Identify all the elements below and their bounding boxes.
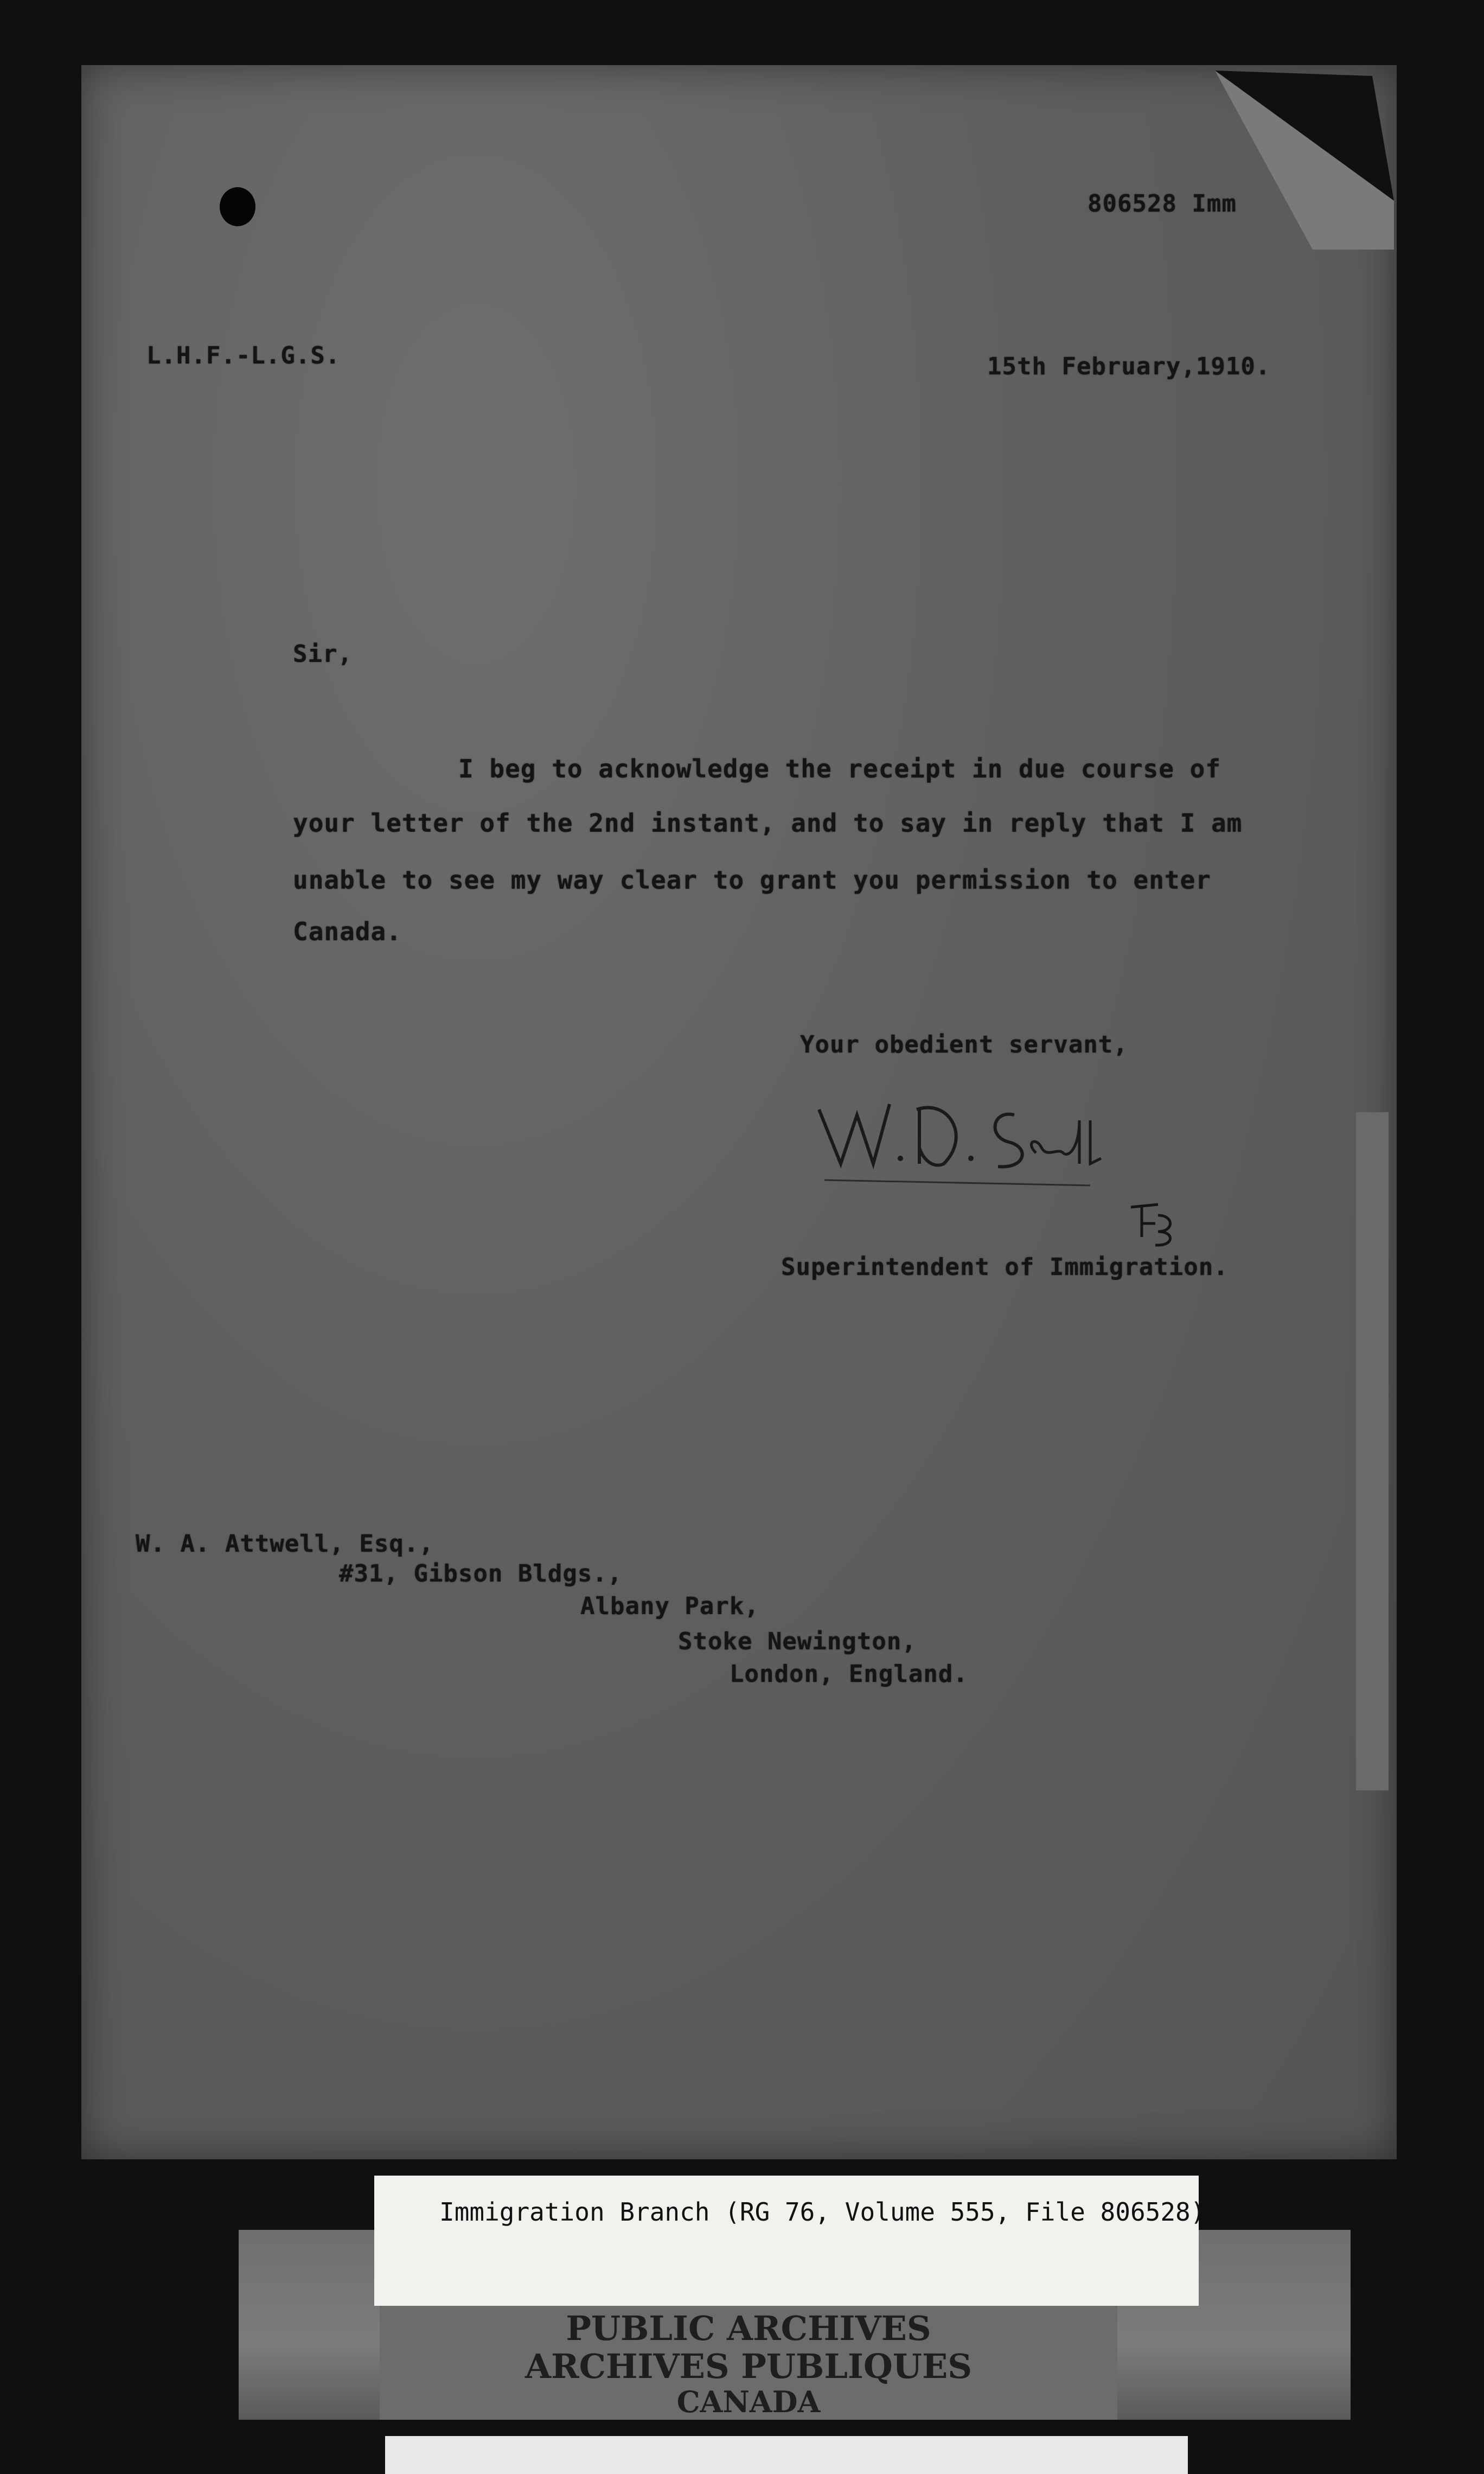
body-line: your letter of the 2nd instant, and to say in reply that I am [293,808,1243,838]
letter-date: 15th February,1910. [987,353,1271,380]
bottom-label-edge [385,2436,1188,2474]
stamp-line: PUBLIC ARCHIVES [566,2309,931,2348]
stamp-line: CANADA [676,2384,821,2419]
page-edge [1356,1112,1389,1790]
address-line: London, England. [730,1660,968,1688]
address-line: W. A. Attwell, Esq., [136,1530,434,1558]
file-number: 806528 Imm [1088,190,1237,218]
address-line: Albany Park, [580,1592,759,1620]
archives-stamp [380,2306,1117,2420]
signatory-title: Superintendent of Immigration. [781,1253,1229,1281]
body-line: I beg to acknowledge the receipt in due course of [458,754,1221,783]
address-line: Stoke Newington, [678,1628,917,1655]
closing: Your obedient servant, [800,1031,1128,1059]
address-line: #31, Gibson Bldgs., [339,1560,623,1587]
salutation: Sir, [293,640,353,668]
punch-hole [220,187,255,226]
archive-reference: Immigration Branch (RG 76, Volume 555, File 806528) [439,2197,1206,2227]
folded-corner [1215,71,1394,250]
body-line: Canada. [293,917,402,946]
stamp-line: ARCHIVES PUBLIQUES [524,2347,973,2386]
archive-label [374,2176,1206,2306]
signature [808,1077,1112,1196]
handwritten-initials [1125,1199,1180,1248]
body-line: unable to see my way clear to grant you permission to enter [293,865,1211,895]
reference-code: L.H.F.-L.G.S. [146,342,341,369]
